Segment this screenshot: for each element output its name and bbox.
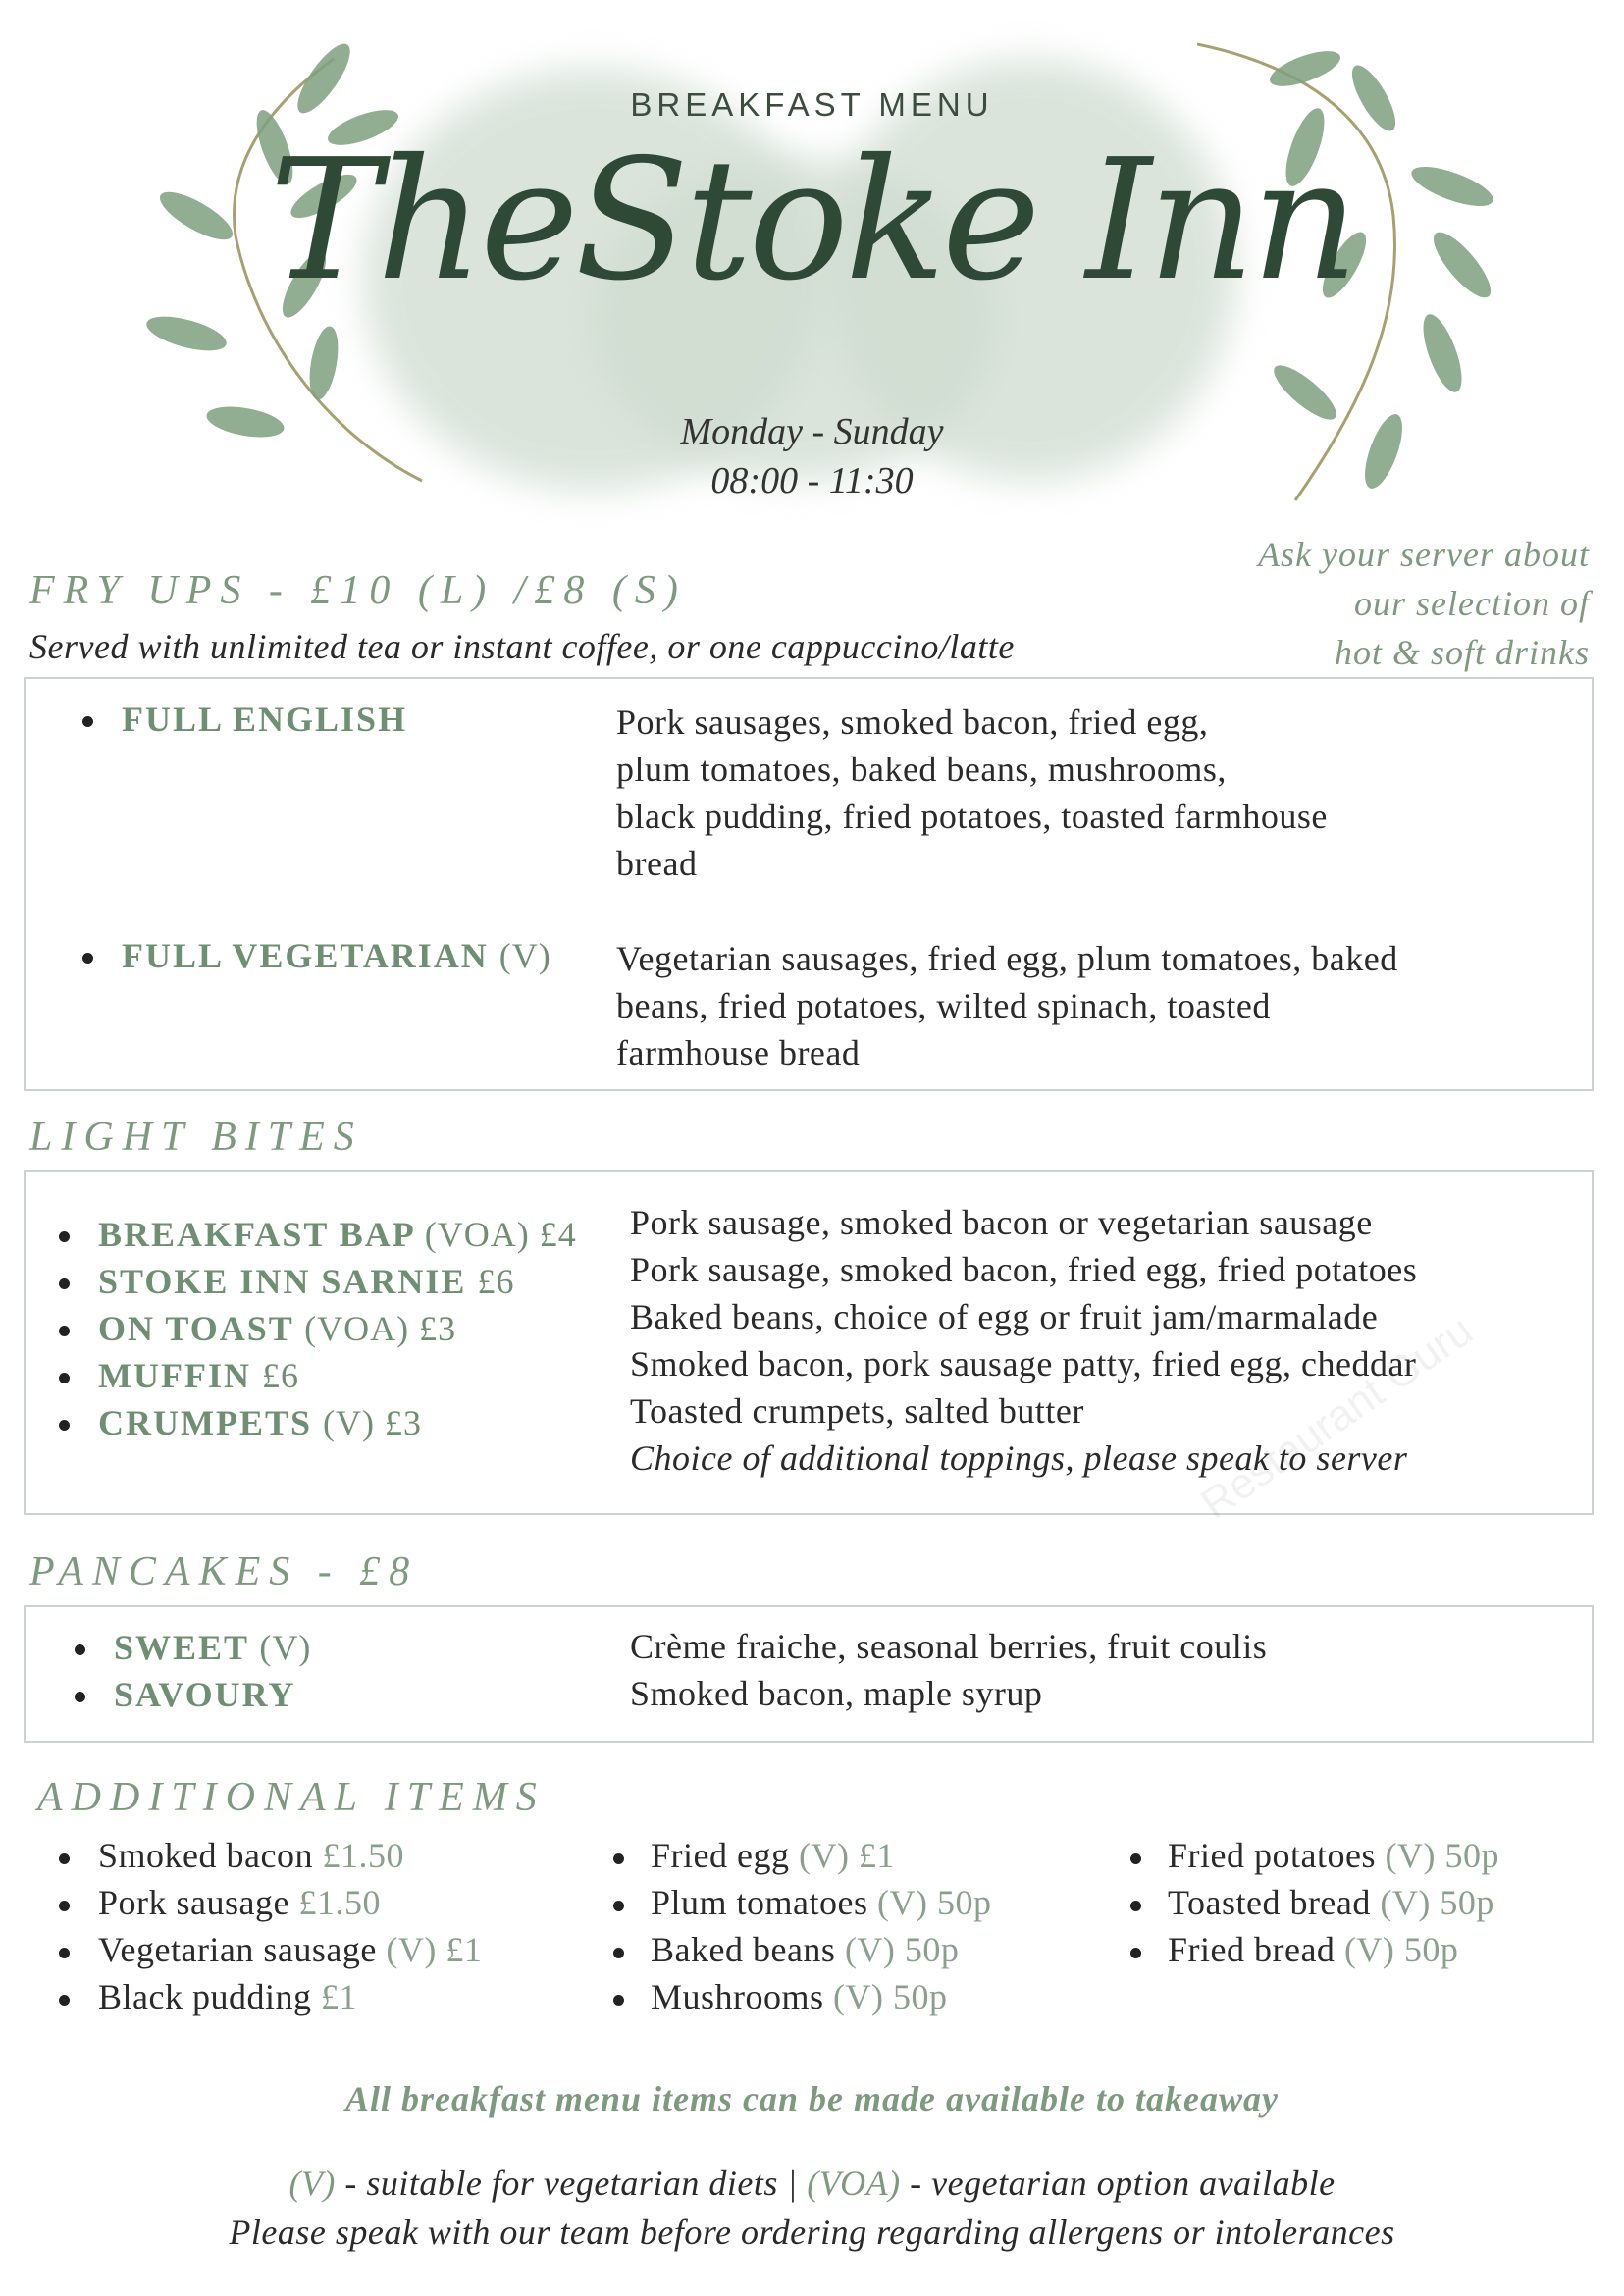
- item-extra: (V): [259, 1628, 312, 1667]
- bullet: [613, 1853, 624, 1864]
- bullet: [59, 1995, 70, 2006]
- item-extra: (VOA) £3: [304, 1309, 457, 1348]
- item-extra: £6: [261, 1356, 299, 1395]
- additional-item: [1168, 1835, 1499, 1876]
- item-price: (V) 50p: [833, 1977, 948, 2016]
- bullet: [1130, 1901, 1141, 1911]
- item-price: (V) 50p: [1380, 1883, 1494, 1922]
- dietary-legend: [0, 2163, 1624, 2204]
- pancake-item-name: [114, 1674, 295, 1715]
- item-name-text: SAVOURY: [114, 1675, 296, 1714]
- item-name-text: Vegetarian sausage: [98, 1930, 377, 1969]
- desc-line: Toasted crumpets, salted butter: [630, 1391, 1084, 1431]
- additional-item: [1168, 1929, 1458, 1970]
- item-price: (V) £1: [386, 1930, 483, 1969]
- menu-type-label: BREAKFAST MENU: [630, 86, 994, 123]
- item-price: £1.50: [322, 1836, 404, 1875]
- watermark: Restaurant Guru: [1192, 1306, 1482, 1529]
- item-name-text: Mushrooms: [651, 1977, 824, 2016]
- legend-v-text: - suitable for vegetarian diets |: [335, 2164, 808, 2203]
- light-bite-item-name: [98, 1355, 299, 1396]
- additional-item: [98, 1929, 482, 1970]
- bullet: [59, 1901, 70, 1911]
- pancakes-title: PANCAKES - £8: [29, 1549, 419, 1594]
- additional-item: [1168, 1882, 1494, 1923]
- bullet: [59, 1231, 70, 1242]
- drinks-note-line: our selection of: [1354, 584, 1590, 623]
- legend-voa-label: (VOA): [807, 2164, 901, 2203]
- pancake-item-name: [114, 1627, 311, 1668]
- desc-line: Vegetarian sausages, fried egg, plum tomatoes, baked: [616, 939, 1398, 978]
- bullet: [59, 1948, 70, 1958]
- item-price: (V) £1: [798, 1836, 895, 1875]
- item-name-text: Pork sausage: [98, 1883, 289, 1922]
- light-bites-title: LIGHT BITES: [29, 1115, 363, 1160]
- light-bite-item-name: [98, 1214, 577, 1255]
- item-name-text: FULL ENGLISH: [122, 700, 408, 739]
- item-name-text: Black pudding: [98, 1977, 312, 2016]
- fry-up-item-desc: [616, 699, 1328, 887]
- item-name-text: SWEET: [114, 1628, 249, 1667]
- desc-line: farmhouse bread: [616, 1033, 861, 1072]
- desc-line: beans, fried potatoes, wilted spinach, toasted: [616, 986, 1271, 1025]
- item-extra: £6: [477, 1262, 515, 1301]
- desc-line: Smoked bacon, maple syrup: [630, 1674, 1043, 1713]
- light-bite-item-name: [98, 1308, 456, 1349]
- bullet: [613, 1948, 624, 1958]
- additional-items-title: ADDITIONAL ITEMS: [37, 1775, 546, 1820]
- desc-line: Baked beans, choice of egg or fruit jam/marmalade: [630, 1297, 1379, 1336]
- desc-line: plum tomatoes, baked beans, mushrooms,: [616, 750, 1227, 789]
- item-name-text: ON TOAST: [98, 1309, 294, 1348]
- bullet: [75, 1644, 85, 1655]
- item-name-text: CRUMPETS: [98, 1403, 313, 1442]
- item-price: (V) 50p: [1343, 1930, 1459, 1969]
- item-price: (V) 50p: [877, 1883, 992, 1922]
- bullet: [59, 1373, 70, 1383]
- item-name-text: Baked beans: [651, 1930, 836, 1969]
- bullet: [613, 1901, 624, 1911]
- bullet: [613, 1995, 624, 2006]
- additional-item: [651, 1929, 959, 1970]
- item-price: (V) 50p: [844, 1930, 960, 1969]
- fry-up-item-name: [122, 935, 551, 976]
- item-name-text: Fried bread: [1168, 1930, 1336, 1969]
- item-price: £1.50: [298, 1883, 381, 1922]
- item-extra: (V): [498, 936, 551, 975]
- toppings-note: Choice of additional toppings, please speak to server: [630, 1438, 1408, 1478]
- item-price: (V) 50p: [1385, 1836, 1499, 1875]
- bullet: [59, 1278, 70, 1289]
- desc-line: Crème fraiche, seasonal berries, fruit coulis: [630, 1627, 1268, 1666]
- additional-item: [98, 1976, 357, 2017]
- desc-line: black pudding, fried potatoes, toasted farmhouse: [616, 797, 1328, 836]
- item-extra: (VOA) £4: [424, 1215, 577, 1254]
- bullet: [75, 1692, 85, 1702]
- item-extra: (V) £3: [323, 1403, 422, 1442]
- desc-line: Pork sausage, smoked bacon or vegetarian sausage: [630, 1203, 1373, 1242]
- opening-hours: 08:00 - 11:30: [710, 460, 914, 501]
- fry-ups-title: FRY UPS - £10 (L) /£8 (S): [29, 568, 687, 613]
- restaurant-name: TheStoke Inn: [269, 124, 1355, 318]
- light-bite-item-name: [98, 1402, 422, 1443]
- bullet: [1130, 1948, 1141, 1958]
- item-name-text: MUFFIN: [98, 1356, 251, 1395]
- additional-item: [651, 1835, 895, 1876]
- item-name-text: BREAKFAST BAP: [98, 1215, 414, 1254]
- desc-line: Smoked bacon, pork sausage patty, fried egg, cheddar: [630, 1344, 1417, 1383]
- desc-line: Pork sausage, smoked bacon, fried egg, fried potatoes: [630, 1250, 1418, 1289]
- item-price: £1: [320, 1977, 357, 2016]
- legend-v-label: (V): [288, 2164, 336, 2203]
- additional-item: [98, 1835, 404, 1876]
- legend-voa-text: - vegetarian option available: [900, 2164, 1336, 2203]
- light-bite-item-name: [98, 1261, 514, 1302]
- bullet: [82, 953, 93, 964]
- bullet: [82, 716, 93, 727]
- fry-ups-subtitle: Served with unlimited tea or instant coffee, or one cappuccino/latte: [29, 627, 1015, 666]
- fry-up-item-desc: [616, 935, 1398, 1076]
- desc-line: bread: [616, 844, 698, 883]
- bullet: [1130, 1853, 1141, 1864]
- additional-item: [651, 1976, 948, 2017]
- desc-line: Pork sausages, smoked bacon, fried egg,: [616, 703, 1209, 742]
- pancakes-descriptions: [630, 1623, 1267, 1717]
- bullet: [59, 1420, 70, 1431]
- additional-item: [98, 1882, 381, 1923]
- item-name-text: Fried egg: [651, 1836, 790, 1875]
- item-name-text: Plum tomatoes: [651, 1883, 868, 1922]
- bullet: [59, 1326, 70, 1336]
- item-name-text: Fried potatoes: [1168, 1836, 1376, 1875]
- allergens-note: Please speak with our team before ordering regarding allergens or intolerances: [229, 2213, 1395, 2252]
- item-name-text: Smoked bacon: [98, 1836, 313, 1875]
- drinks-note-line: Ask your server about: [1258, 535, 1590, 574]
- opening-days: Monday - Sunday: [680, 411, 944, 452]
- drinks-note: [1079, 530, 1590, 677]
- takeaway-note: All breakfast menu items can be made available to takeaway: [345, 2079, 1279, 2118]
- additional-item: [651, 1882, 991, 1923]
- item-name-text: STOKE INN SARNIE: [98, 1262, 467, 1301]
- item-name-text: FULL VEGETARIAN: [122, 936, 489, 975]
- item-name-text: Toasted bread: [1168, 1883, 1381, 1922]
- drinks-note-line: hot & soft drinks: [1334, 633, 1590, 672]
- fry-up-item-name: [122, 699, 407, 740]
- bullet: [59, 1853, 70, 1864]
